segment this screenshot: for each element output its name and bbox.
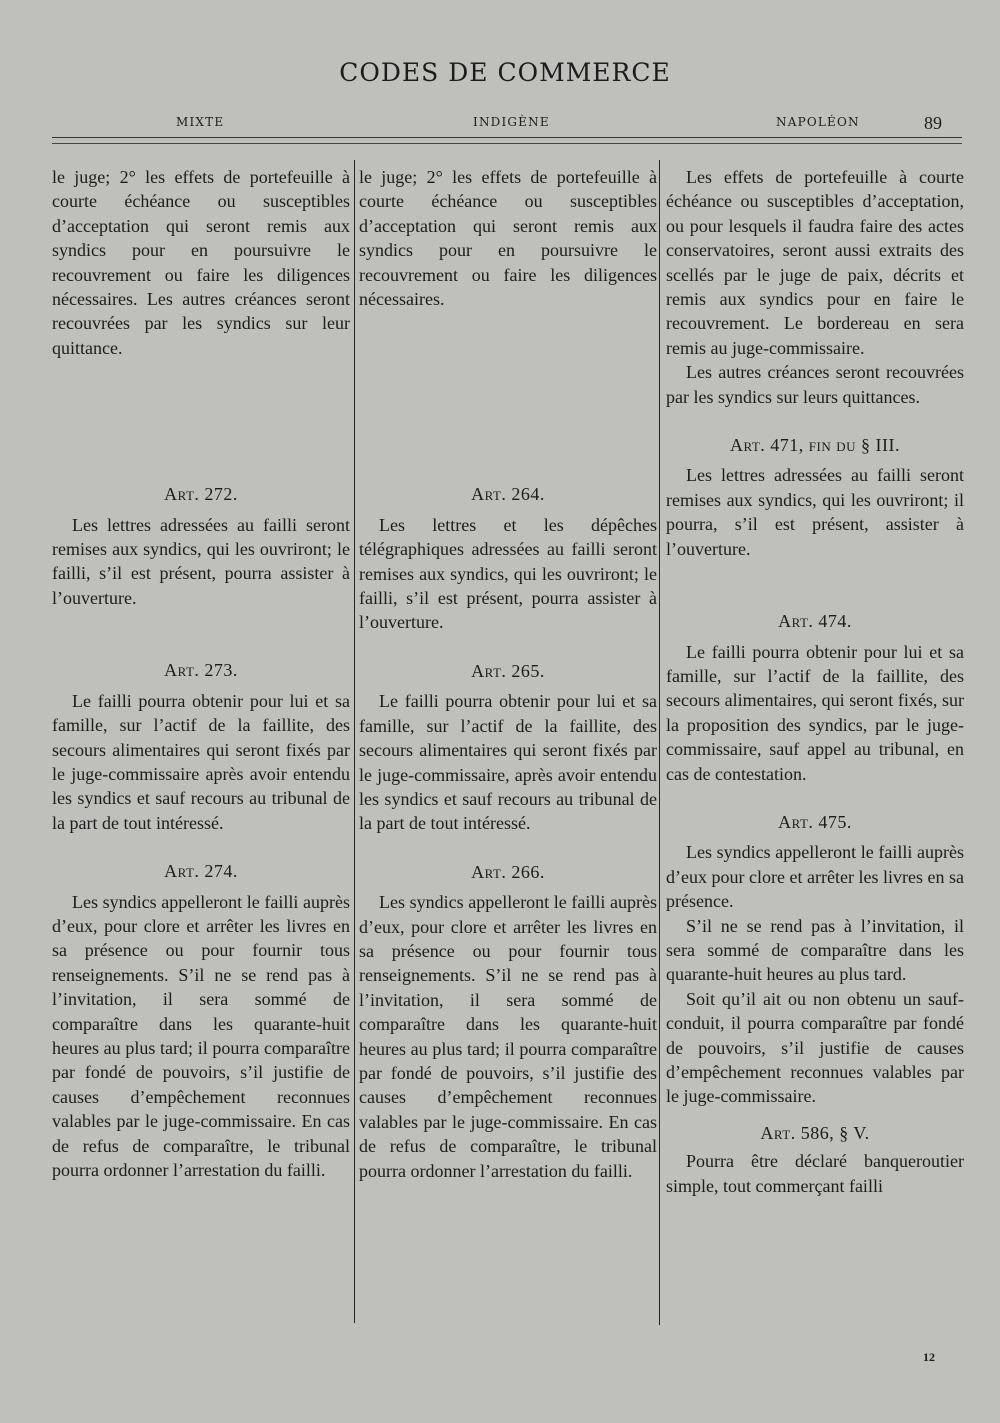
column-header-napoleon: NAPOLÉON (776, 115, 860, 129)
paragraph: Soit qu’il ait ou non obtenu un sauf-conduit, il pourra comparaître par fondé de pouvoirs, s’il justifie de causes d’empêchement reconnues valables par le juge-commissaire. (666, 988, 964, 1107)
article-heading: Art. 266. (471, 861, 545, 882)
article-heading: Art. 265. (471, 660, 545, 681)
paragraph: Les syndics appelleront le failli auprès d’eux, pour clore et arrêter les livres en sa présence ou pour fournir tous renseignements. S’il ne se rend pas à l’invitation, il sera sommé de comparaître dans les quarante-huit heures au plus tard; il pourra comparaître par fondé de pouvoirs, s’il justifie de causes d’empêchement reconnues valables par le juge-commissaire. En cas de refus de comparaître, le tribunal pourra ordonner l’arrestation du failli. (52, 891, 350, 1180)
article-heading: Art. 274. (164, 861, 238, 882)
paragraph: Les syndics appelleront le failli auprès d’eux pour clore et arrêter les livres en sa présence. (666, 842, 964, 912)
paragraph: Le failli pourra obtenir pour lui et sa famille, sur l’actif de la faillite, des secours alimentaires qui seront fixés par le juge-commissaire après avoir entendu les syndics et sauf recours au tribunal de la part de tout intéressé. (52, 690, 350, 833)
header-rule-thin (52, 143, 962, 144)
paragraph: le juge; 2° les effets de portefeuille à courte échéance ou susceptibles d’acceptation qui seront remis aux syndics pour en poursuivre le recouvrement ou faire les diligences nécessaires. Les autres créances seront recouvrées par les syndics sur leur quittance. (52, 167, 350, 358)
column-divider-left (354, 160, 355, 1323)
signature-mark: 12 (923, 1350, 935, 1364)
page-number: 89 (924, 113, 942, 133)
article-heading: Art. 475. (778, 811, 852, 832)
column-napoleon (666, 165, 964, 1198)
paragraph: Le failli pourra obtenir pour lui et sa famille, sur l’actif de la faillite, des secours alimentaires, qui seront fixés, sur la proposition des syndics, par le juge-commissaire, sauf appel au tribunal, en cas de contestation. (666, 641, 964, 784)
column-header-indigene: INDIGÈNE (473, 115, 550, 129)
paragraph: Les lettres adressées au failli seront remises aux syndics, qui les ouvriront; il pourra, s’il est présent, assister à l’ouverture. (666, 465, 964, 559)
article-heading: Art. 273. (164, 660, 238, 681)
article-heading: Art. 471, fin du § III. (729, 435, 901, 456)
header-rule (52, 137, 962, 138)
paragraph: Les lettres adressées au failli seront remises aux syndics, qui les ouvriront; le failli, s’il est présent, pourra assister à l’ouverture. (52, 514, 350, 608)
paragraph: Les lettres et les dépêches télégraphiques adressées au failli seront remises aux syndics, qui les ouvriront; le failli, s’il est présent, pourra assister à l’ouverture. (359, 514, 657, 633)
paragraph: Les autres créances seront recouvrées par les syndics sur leurs quittances. (666, 362, 964, 407)
paragraph: S’il ne se rend pas à l’invitation, il sera sommé de comparaître dans les quarante-huit heures au plus tard. (666, 915, 964, 985)
article-heading: Art. 264. (471, 484, 545, 505)
page-title: CODES DE COMMERCE (339, 58, 671, 87)
article-heading: Art. 272. (164, 484, 238, 505)
paragraph: Le failli pourra obtenir pour lui et sa famille, sur l’actif de la faillite, des secours alimentaires qui seront fixés par le juge-commissaire, après avoir entendu les syndics et sauf recours au tribunal de la part de tout intéressé. (359, 691, 657, 834)
column-divider-right (659, 160, 660, 1325)
paragraph: Les effets de portefeuille à courte échéance ou susceptibles d’acceptation, ou pour lesquels il faudra faire des actes conservatoires, seront aussi extraits des scellés par le juge de paix, décrits et remis aux syndics pour en faire le recouvrement. Le bordereau en sera remis au juge-commissaire. (666, 167, 964, 358)
column-header-mixte: MIXTE (176, 115, 225, 129)
article-heading: Art. 586, § V. (760, 1122, 870, 1143)
column-indigene (359, 165, 657, 1183)
article-heading: Art. 474. (778, 611, 852, 632)
paragraph: Les syndics appelleront le failli auprès d’eux, pour clore et arrêter les livres en sa présence ou pour fournir tous renseignements. S’il ne se rend pas à l’invitation, il sera sommé de comparaître dans les quarante-huit heures au plus tard; il pourra comparaître par fondé de pouvoirs, s’il justifie des causes d’empêchement reconnues valables par le juge-commissaire. En cas de refus de comparaître, le tribunal pourra ordonner l’arrestation du failli. (359, 892, 657, 1181)
paragraph: Pourra être déclaré banqueroutier simple, tout commerçant failli (666, 1151, 964, 1196)
column-mixte (52, 165, 350, 1182)
paragraph: le juge; 2° les effets de portefeuille à courte échéance ou susceptibles d’acceptation qui seront remis aux syndics pour en poursuivre le recouvrement ou faire les diligences nécessaires. (359, 167, 657, 310)
